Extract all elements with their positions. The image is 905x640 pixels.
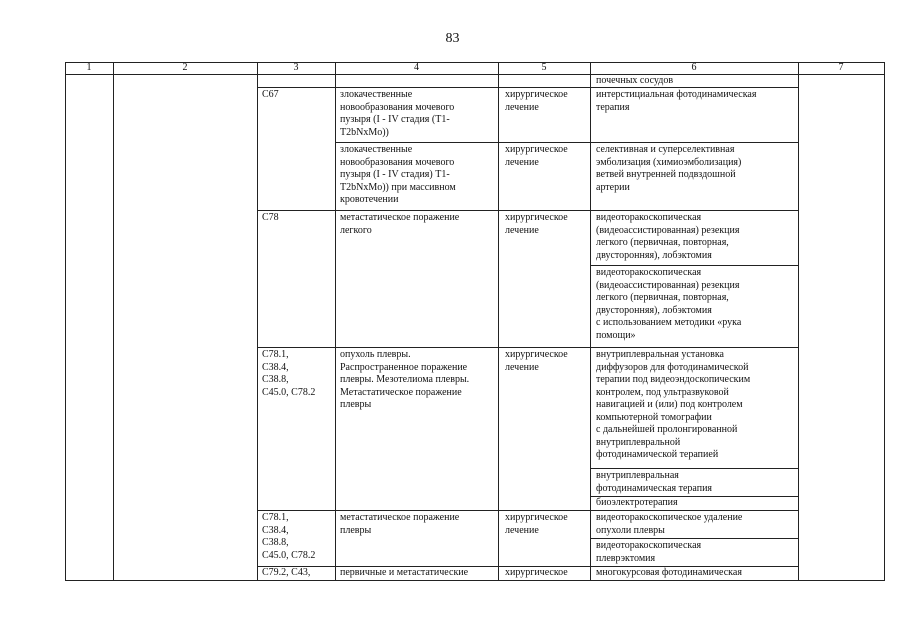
row-method-c67-1: интерстициальная фотодинамическая терапия — [596, 89, 757, 113]
row-code-c78: С78 — [262, 212, 279, 223]
row-diagnosis-c67-1: злокачественные новообразования мочевого пузыря (I - IV стадия (T1- T2bNxMo)) — [340, 89, 455, 138]
row-method-c78-2: видеоторакоскопическая (видеоассистированная) резекция легкого (первичная, повторная, двусторонняя), лобэктомия с использованием методики «рука помощи» — [596, 267, 742, 341]
row-code-c67: С67 — [262, 89, 279, 100]
row-treatment-c79-2: хирургическое — [505, 567, 568, 578]
row-method-c78-1-a-1: внутриплевральная установка диффузоров для фотодинамической терапии под видеоэндоскопическим контролем, под ультразвуковой навигацией и (или) под контролем компьютерной томографии с дальнейшей пролонгированной внутриплевральной фотодинамической терапией — [596, 349, 751, 460]
row-diagnosis-c78: метастатическое поражение легкого — [340, 212, 460, 236]
row-method-c78-1-b-2: видеоторакоскопическая плеврэктомия — [596, 540, 702, 564]
header-col-1: 1 — [86, 62, 92, 73]
header-col-4: 4 — [414, 62, 419, 73]
header-col-5: 5 — [541, 62, 547, 73]
row-treatment-c78-1-b: хирургическое лечение — [505, 512, 568, 536]
row-diagnosis-c79-2: первичные и метастатические — [340, 567, 469, 578]
row-treatment-c78: хирургическое лечение — [505, 212, 568, 236]
row-method-c67-2: селективная и суперселективная эмболизация (химиоэмболизация) ветвей внутренней подвздошной артерии — [596, 144, 742, 193]
header-col-6: 6 — [691, 62, 697, 73]
row-code-c78-1-a: С78.1, С38.4, С38.8, С45.0, С78.2 — [262, 349, 316, 398]
method-continuation: почечных сосудов — [596, 75, 674, 86]
header-col-7: 7 — [838, 62, 844, 73]
row-code-c78-1-b: С78.1, С38.4, С38.8, С45.0, С78.2 — [262, 512, 316, 561]
row-method-c79-2: многокурсовая фотодинамическая — [596, 567, 742, 578]
row-treatment-c78-1-a: хирургическое лечение — [505, 349, 568, 373]
row-method-c78-1: видеоторакоскопическая (видеоассистированная) резекция легкого (первичная, повторная, двусторонняя), лобэктомия — [596, 212, 740, 261]
page-number: 83 — [445, 31, 460, 46]
row-method-c78-1-a-2: внутриплевральная фотодинамическая терапия — [596, 470, 713, 494]
header-col-2: 2 — [182, 62, 188, 73]
row-diagnosis-c78-1-b: метастатическое поражение плевры — [340, 512, 460, 536]
row-treatment-c67-1: хирургическое лечение — [505, 89, 568, 113]
row-method-c78-1-b-1: видеоторакоскопическое удаление опухоли плевры — [596, 512, 743, 536]
row-code-c79-2: С79.2, С43, — [262, 567, 311, 578]
row-treatment-c67-2: хирургическое лечение — [505, 144, 568, 168]
row-diagnosis-c78-1-a: опухоль плевры. Распространенное поражение плевры. Мезотелиома плевры. Метастатическое поражение плевры — [340, 349, 470, 410]
row-diagnosis-c67-2: злокачественные новообразования мочевого пузыря (I - IV стадия) T1- T2bNxMo)) при массивном кровотечении — [340, 144, 456, 205]
header-col-3: 3 — [293, 62, 299, 73]
row-method-c78-1-a-3: биоэлектротерапия — [596, 497, 678, 508]
